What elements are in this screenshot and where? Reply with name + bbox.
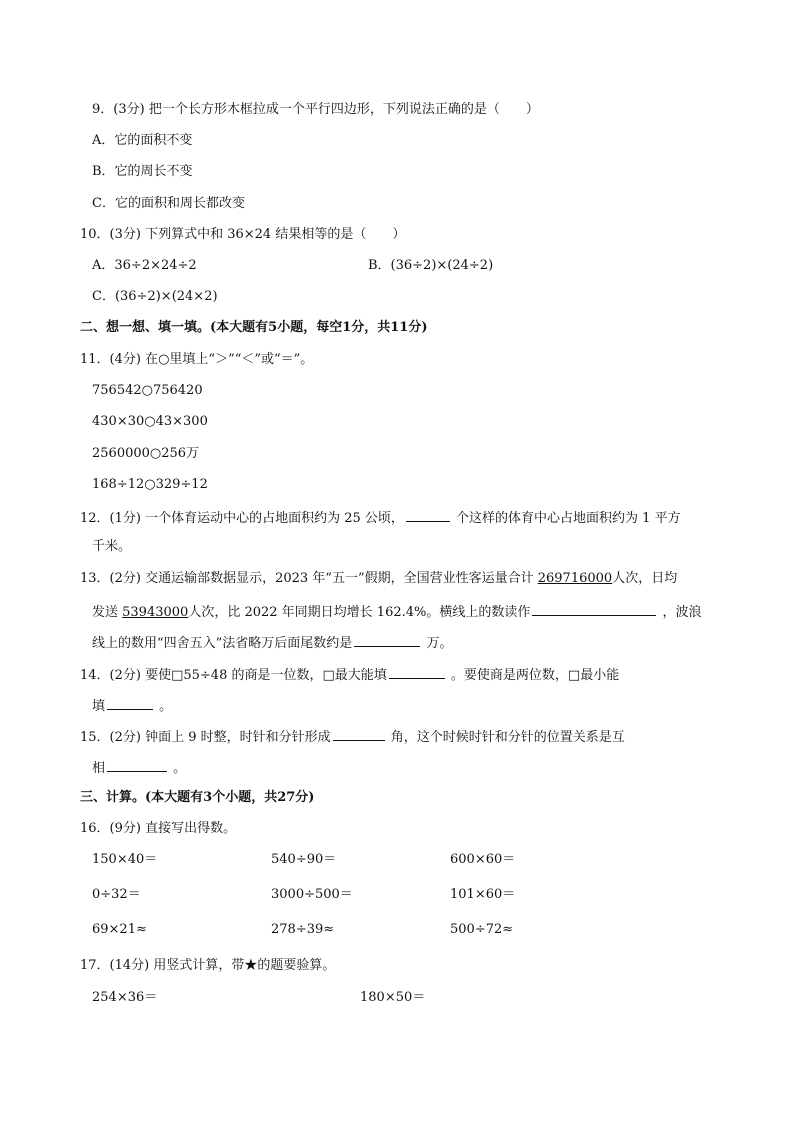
- q13-text-c: 发送: [92, 605, 123, 620]
- section-heading-3: 三、计算。(本大题有3个小题，共27分): [80, 790, 315, 805]
- q16-item: 600×60＝: [450, 852, 516, 867]
- section-heading-2: 二、想一想、填一填。(本大题有5小题，每空1分，共11分): [80, 320, 428, 335]
- q14-line-1: [80, 665, 619, 684]
- q10-stem: 10．(3分) 下列算式中和 36×24 结果相等的是（ ）: [80, 227, 406, 242]
- q12-line-1: [80, 508, 681, 527]
- q12-line-2: 千米。: [92, 539, 132, 554]
- q16-item: 500÷72≈: [450, 922, 514, 937]
- q15-angle-blank[interactable]: [333, 727, 385, 741]
- q11-item-2: 430×30○43×300: [92, 414, 208, 429]
- q17-item: 180×50＝: [360, 990, 426, 1005]
- q13-read-blank[interactable]: [532, 602, 656, 616]
- q13-approx-blank[interactable]: [354, 633, 420, 647]
- q15-text-c: 相: [92, 761, 106, 776]
- q11-item-4: 168÷12○329÷12: [92, 477, 208, 492]
- q13-text-f: 线上的数用“四舍五入”法省略万后面尾数约是: [92, 636, 353, 651]
- q9-stem: 9．(3分) 把一个长方形木框拉成一个平行四边形，下列说法正确的是（ ）: [92, 102, 539, 117]
- q15-text-d: 。: [173, 761, 187, 776]
- q13-text-e: ，波浪: [662, 605, 702, 620]
- q14-line-2: [92, 696, 172, 715]
- q14-text-d: 。: [159, 699, 173, 714]
- q16-stem: 16．(9分) 直接写出得数。: [80, 821, 237, 836]
- q15-text-a: 15．(2分) 钟面上 9 时整，时针和分针形成: [80, 730, 331, 745]
- q10-option-a: A．36÷2×24÷2: [92, 258, 197, 273]
- q16-item: 3000÷500＝: [271, 887, 353, 902]
- q10-option-b: B．(36÷2)×(24÷2): [368, 258, 494, 273]
- q11-stem: 11．(4分) 在○里填上“＞”“＜”或“＝”。: [80, 352, 314, 367]
- q11-item-3: 2560000○256万: [92, 446, 200, 461]
- q13-line-3: [92, 633, 452, 652]
- q10-option-c: C．(36÷2)×(24×2): [92, 289, 218, 304]
- q9-option-a: A．它的面积不变: [92, 133, 193, 148]
- q16-item: 150×40＝: [92, 852, 158, 867]
- q13-number-underlined: 269716000: [537, 571, 613, 586]
- q14-text-a: 14．(2分) 要使□55÷48 的商是一位数，□最大能填: [80, 668, 387, 683]
- q14-max-blank[interactable]: [389, 665, 445, 679]
- q13-text-d: 人次，比 2022 年同期日均增长 162.4%。横线上的数读作: [188, 605, 531, 620]
- q9-option-c: C．它的面积和周长都改变: [92, 196, 245, 211]
- q13-number-wavy: 53943000: [122, 605, 189, 620]
- q12-answer-blank[interactable]: [406, 508, 450, 522]
- q16-item: 101×60＝: [450, 887, 516, 902]
- q13-text-a: 13．(2分) 交通运输部数据显示，2023 年“五一”假期，全国营业性客运量合计: [80, 571, 538, 586]
- q17-item: 254×36＝: [92, 990, 158, 1005]
- q13-line-2: [92, 602, 702, 621]
- q9-option-b: B．它的周长不变: [92, 164, 193, 179]
- q15-relation-blank[interactable]: [107, 758, 167, 772]
- q11-item-1: 756542○756420: [92, 383, 203, 398]
- q16-item: 0÷32＝: [92, 887, 141, 902]
- q13-line-1: [80, 571, 677, 587]
- q15-line-1: [80, 727, 625, 746]
- q15-line-2: [92, 758, 186, 777]
- q12-text-a: 12．(1分) 一个体育运动中心的占地面积约为 25 公顷，: [80, 511, 404, 526]
- q15-text-b: 角，这个时候时针和分针的位置关系是互: [390, 730, 625, 745]
- q16-item: 278÷39≈: [271, 922, 335, 937]
- q17-stem: 17．(14分) 用竖式计算，带★的题要验算。: [80, 958, 336, 973]
- q13-text-b: 人次，日均: [612, 571, 678, 586]
- q16-item: 540÷90＝: [271, 852, 337, 867]
- q16-item: 69×21≈: [92, 922, 147, 937]
- q13-text-g: 万。: [426, 636, 453, 651]
- q12-text-b: 个这样的体育中心占地面积约为 1 平方: [456, 511, 681, 526]
- q14-text-b: 。要使商是两位数，□最小能: [450, 668, 620, 683]
- q14-min-blank[interactable]: [107, 696, 153, 710]
- q14-text-c: 填: [92, 699, 106, 714]
